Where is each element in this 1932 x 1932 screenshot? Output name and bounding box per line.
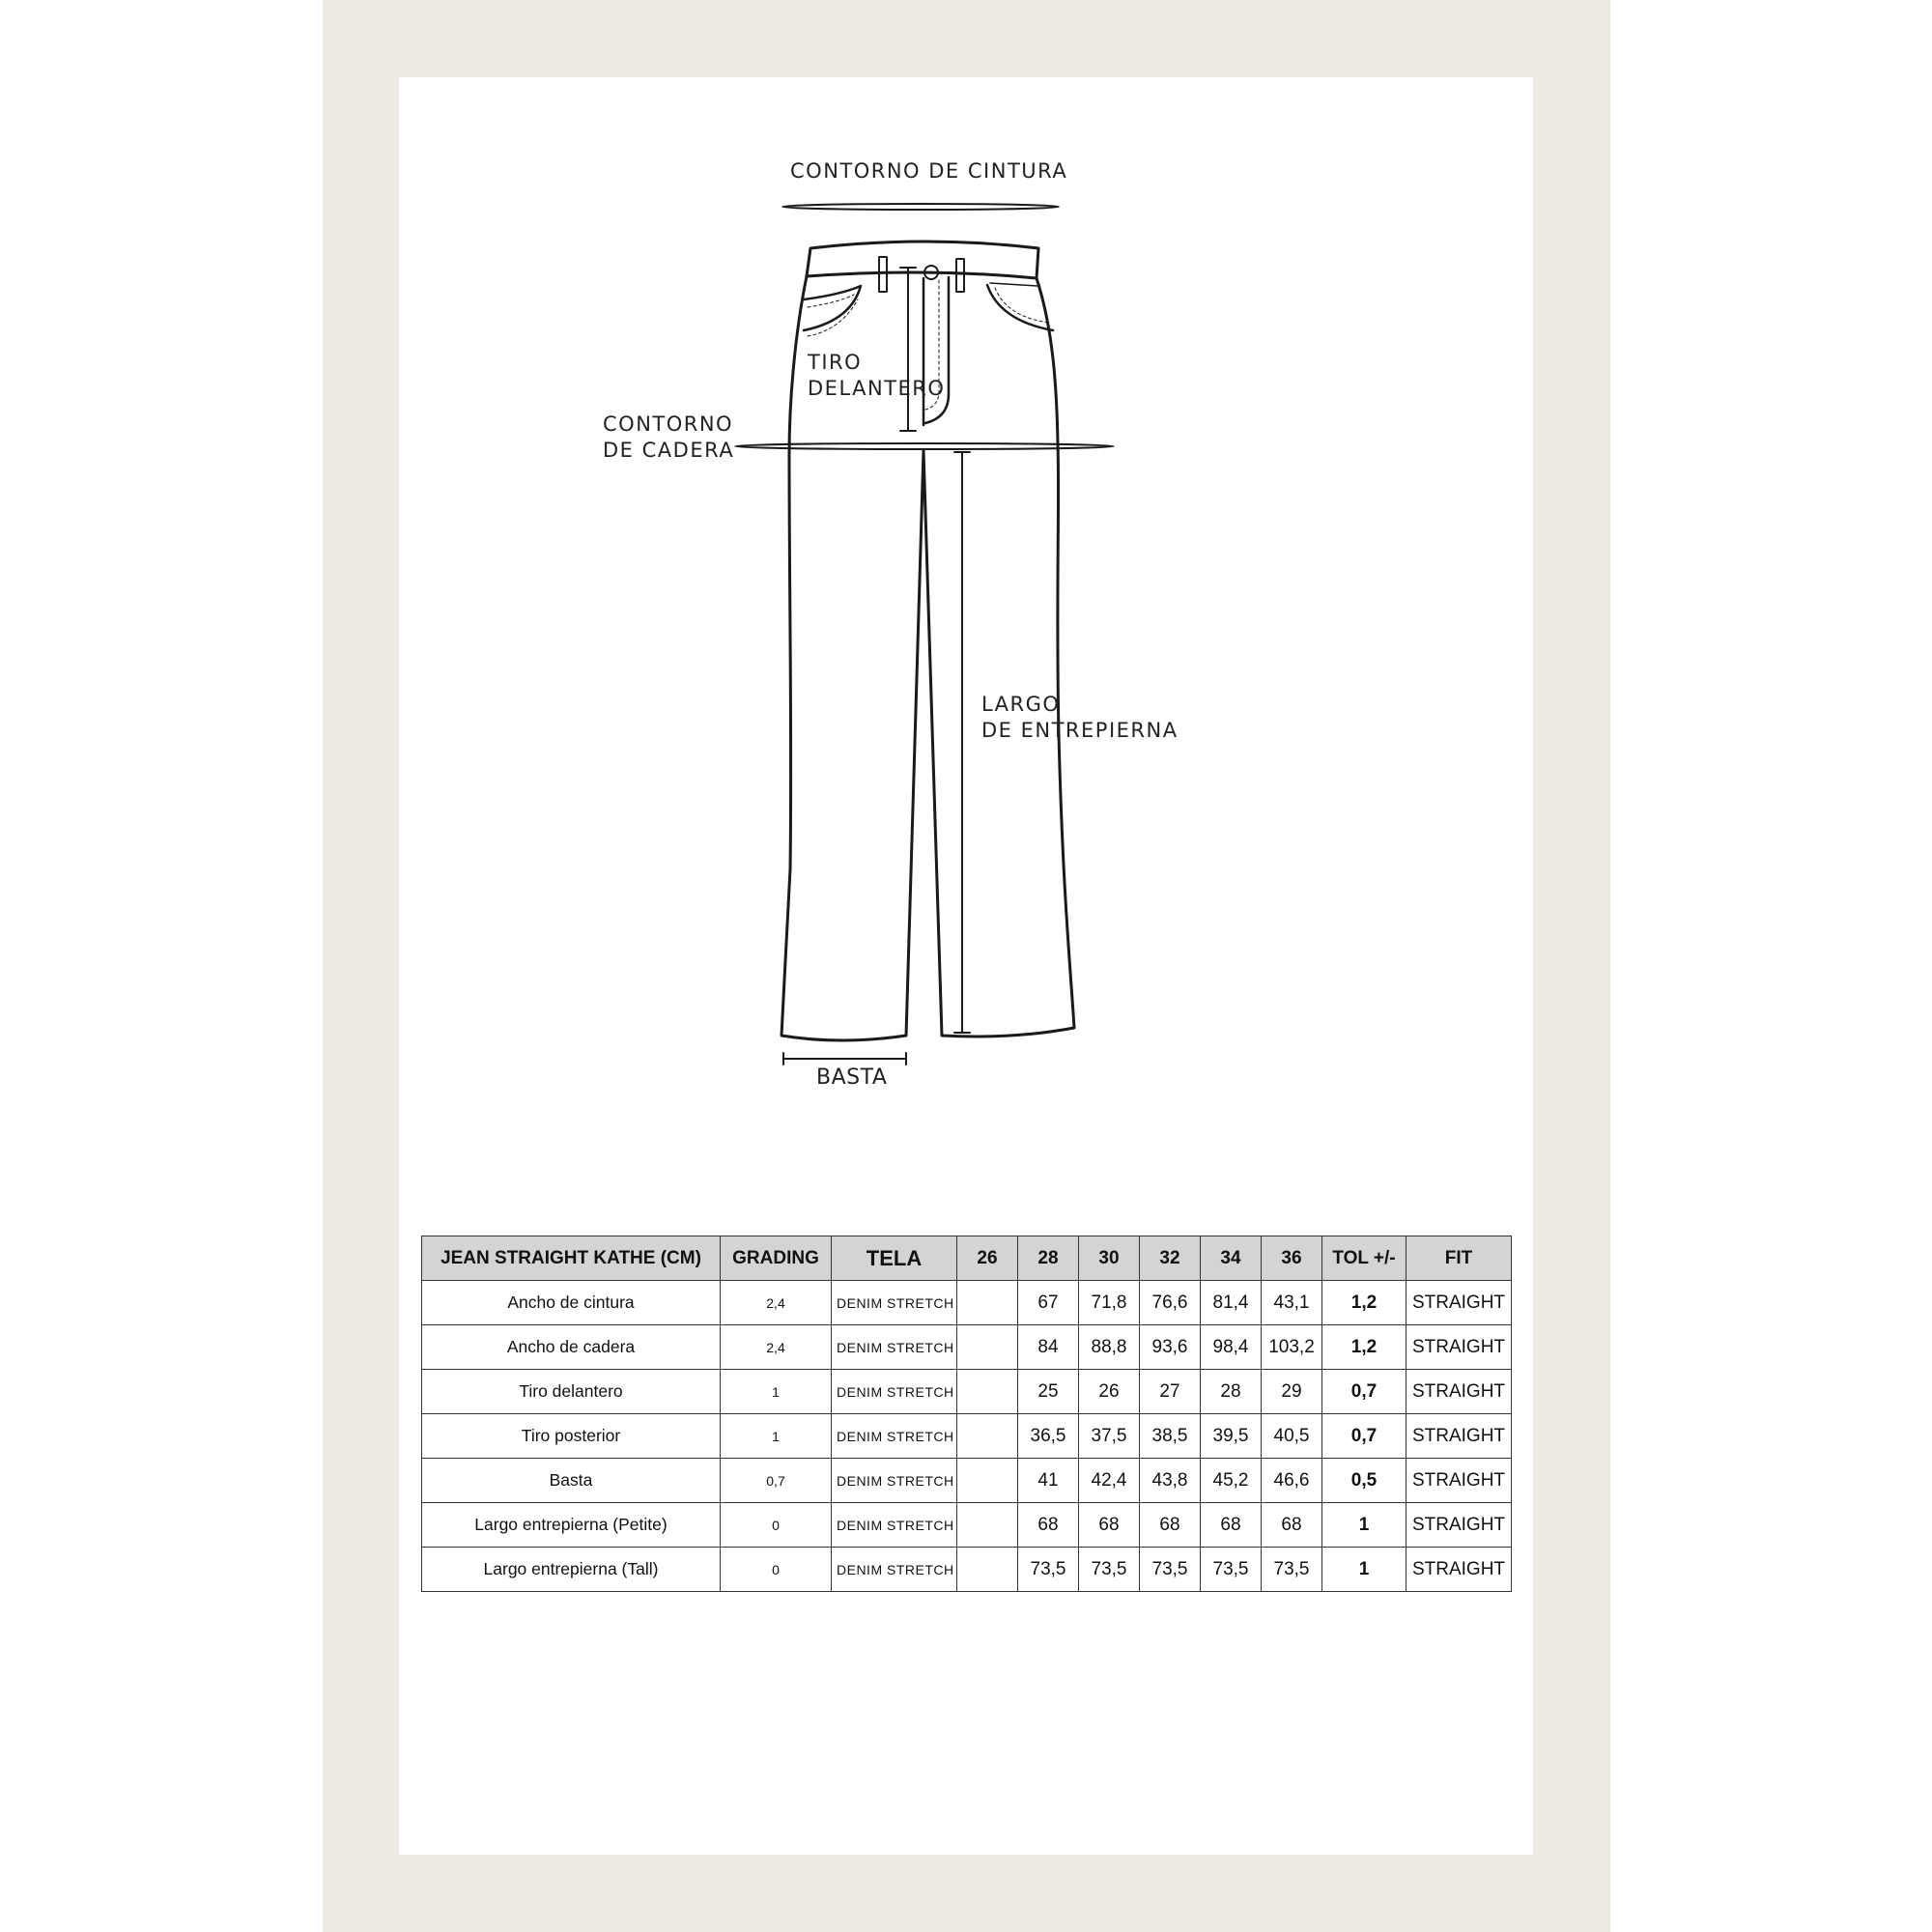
size-cell xyxy=(957,1414,1018,1459)
size-cell: 76,6 xyxy=(1140,1281,1201,1325)
fit-cell: STRAIGHT xyxy=(1406,1281,1512,1325)
grading-cell: 0 xyxy=(721,1503,832,1548)
belt-loop xyxy=(956,259,964,292)
waistband xyxy=(807,242,1038,278)
size-cell: 84 xyxy=(1018,1325,1079,1370)
tolerance-cell: 0,5 xyxy=(1322,1459,1406,1503)
param-cell: Basta xyxy=(422,1459,721,1503)
header-cell: 36 xyxy=(1262,1236,1322,1281)
header-cell: FIT xyxy=(1406,1236,1512,1281)
tolerance-cell: 0,7 xyxy=(1322,1370,1406,1414)
table-header-row xyxy=(422,1236,1512,1281)
param-cell: Tiro delantero xyxy=(422,1370,721,1414)
fabric-cell: DENIM STRETCH xyxy=(832,1370,957,1414)
tolerance-cell: 1 xyxy=(1322,1548,1406,1592)
inseam-label: LARGO DE ENTREPIERNA xyxy=(981,693,1179,742)
front-rise-label: TIRO DELANTERO xyxy=(808,351,946,400)
header-cell: JEAN STRAIGHT KATHE (CM) xyxy=(422,1236,721,1281)
header-cell: 34 xyxy=(1201,1236,1262,1281)
table-row xyxy=(422,1548,1512,1592)
size-cell: 68 xyxy=(1018,1503,1079,1548)
fabric-cell: DENIM STRETCH xyxy=(832,1281,957,1325)
size-cell: 28 xyxy=(1201,1370,1262,1414)
fabric-cell: DENIM STRETCH xyxy=(832,1325,957,1370)
fabric-cell: DENIM STRETCH xyxy=(832,1414,957,1459)
header-cell: TOL +/- xyxy=(1322,1236,1406,1281)
size-cell: 26 xyxy=(1079,1370,1140,1414)
size-chart-table xyxy=(421,1236,1512,1592)
size-cell: 41 xyxy=(1018,1459,1079,1503)
size-cell xyxy=(957,1503,1018,1548)
hip-label: CONTORNO DE CADERA xyxy=(603,412,735,462)
tolerance-cell: 1 xyxy=(1322,1503,1406,1548)
size-cell: 68 xyxy=(1079,1503,1140,1548)
size-cell: 88,8 xyxy=(1079,1325,1140,1370)
table-row xyxy=(422,1459,1512,1503)
size-cell: 39,5 xyxy=(1201,1414,1262,1459)
size-cell xyxy=(957,1370,1018,1414)
fit-cell: STRAIGHT xyxy=(1406,1370,1512,1414)
size-cell: 67 xyxy=(1018,1281,1079,1325)
param-cell: Ancho de cintura xyxy=(422,1281,721,1325)
size-cell: 98,4 xyxy=(1201,1325,1262,1370)
size-cell: 43,1 xyxy=(1262,1281,1322,1325)
size-cell: 37,5 xyxy=(1079,1414,1140,1459)
size-cell: 36,5 xyxy=(1018,1414,1079,1459)
fit-cell: STRAIGHT xyxy=(1406,1459,1512,1503)
size-cell xyxy=(957,1548,1018,1592)
param-cell: Ancho de cadera xyxy=(422,1325,721,1370)
hem-label: BASTA xyxy=(816,1065,888,1090)
param-cell: Largo entrepierna (Tall) xyxy=(422,1548,721,1592)
size-cell xyxy=(957,1281,1018,1325)
size-cell: 27 xyxy=(1140,1370,1201,1414)
size-cell: 71,8 xyxy=(1079,1281,1140,1325)
table-row xyxy=(422,1503,1512,1548)
size-cell: 45,2 xyxy=(1201,1459,1262,1503)
table-row xyxy=(422,1370,1512,1414)
size-cell: 38,5 xyxy=(1140,1414,1201,1459)
size-cell: 46,6 xyxy=(1262,1459,1322,1503)
header-cell: TELA xyxy=(832,1236,957,1281)
size-cell: 93,6 xyxy=(1140,1325,1201,1370)
param-cell: Tiro posterior xyxy=(422,1414,721,1459)
header-cell: 30 xyxy=(1079,1236,1140,1281)
size-cell: 42,4 xyxy=(1079,1459,1140,1503)
fabric-cell: DENIM STRETCH xyxy=(832,1548,957,1592)
header-cell: 32 xyxy=(1140,1236,1201,1281)
grading-cell: 1 xyxy=(721,1414,832,1459)
size-cell: 29 xyxy=(1262,1370,1322,1414)
size-cell: 40,5 xyxy=(1262,1414,1322,1459)
size-cell xyxy=(957,1325,1018,1370)
hem-measure-line xyxy=(783,1053,906,1065)
fit-cell: STRAIGHT xyxy=(1406,1503,1512,1548)
tolerance-cell: 0,7 xyxy=(1322,1414,1406,1459)
grading-cell: 0,7 xyxy=(721,1459,832,1503)
size-cell: 43,8 xyxy=(1140,1459,1201,1503)
fit-cell: STRAIGHT xyxy=(1406,1548,1512,1592)
header-cell: GRADING xyxy=(721,1236,832,1281)
size-cell: 68 xyxy=(1262,1503,1322,1548)
fit-cell: STRAIGHT xyxy=(1406,1325,1512,1370)
fit-cell: STRAIGHT xyxy=(1406,1414,1512,1459)
grading-cell: 2,4 xyxy=(721,1281,832,1325)
belt-loop xyxy=(879,257,887,292)
tolerance-cell: 1,2 xyxy=(1322,1281,1406,1325)
tolerance-cell: 1,2 xyxy=(1322,1325,1406,1370)
size-cell: 68 xyxy=(1140,1503,1201,1548)
size-cell: 25 xyxy=(1018,1370,1079,1414)
fabric-cell: DENIM STRETCH xyxy=(832,1503,957,1548)
table-row xyxy=(422,1325,1512,1370)
grading-cell: 1 xyxy=(721,1370,832,1414)
size-cell: 73,5 xyxy=(1140,1548,1201,1592)
size-cell: 73,5 xyxy=(1201,1548,1262,1592)
size-cell: 103,2 xyxy=(1262,1325,1322,1370)
header-cell: 28 xyxy=(1018,1236,1079,1281)
grading-cell: 2,4 xyxy=(721,1325,832,1370)
table-row xyxy=(422,1281,1512,1325)
waist-label: CONTORNO DE CINTURA xyxy=(790,159,1068,183)
fabric-cell: DENIM STRETCH xyxy=(832,1459,957,1503)
size-cell xyxy=(957,1459,1018,1503)
grading-cell: 0 xyxy=(721,1548,832,1592)
inseam-measure-line xyxy=(954,452,970,1033)
table-row xyxy=(422,1414,1512,1459)
size-cell: 81,4 xyxy=(1201,1281,1262,1325)
size-cell: 73,5 xyxy=(1018,1548,1079,1592)
param-cell: Largo entrepierna (Petite) xyxy=(422,1503,721,1548)
size-cell: 68 xyxy=(1201,1503,1262,1548)
waist-measure-line xyxy=(782,204,1059,210)
size-cell: 73,5 xyxy=(1079,1548,1140,1592)
header-cell: 26 xyxy=(957,1236,1018,1281)
size-cell: 73,5 xyxy=(1262,1548,1322,1592)
